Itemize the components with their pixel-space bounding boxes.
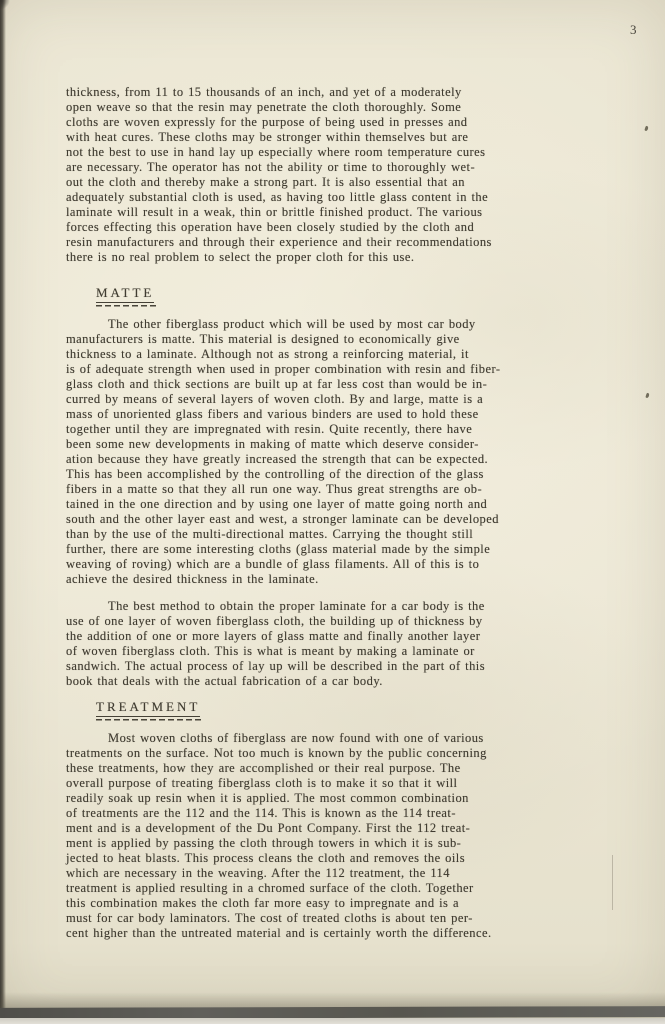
text-line: is of adequate strength when used in proper combination with resin and fiber- xyxy=(66,362,501,376)
text-line: ation because they have greatly increased the strength that can be expected. xyxy=(66,452,489,466)
text-line: the addition of one or more layers of glass matte and finally another layer xyxy=(66,629,481,643)
text-line: curred by means of several layers of woven cloth. By and large, matte is a xyxy=(66,392,484,406)
text-line: The other fiberglass product which will be used by most car body xyxy=(108,317,476,331)
text-line: book that deals with the actual fabrication of a car body. xyxy=(66,674,383,688)
text-line: laminate will result in a weak, thin or brittle finished product. The various xyxy=(66,205,483,219)
text-line: than by the use of the multi-directional mattes. Carrying the thought still xyxy=(66,527,474,541)
text-line: jected to heat blasts. This process cleans the cloth and removes the oils xyxy=(66,851,466,865)
page-number: 3 xyxy=(630,22,637,37)
text-line: thickness to a laminate. Although not as strong a reinforcing material, it xyxy=(66,347,469,361)
text-line: manufacturers is matte. This material is designed to economically give xyxy=(66,332,460,346)
text-line: tained in the one direction and by using one layer of matte going north and xyxy=(66,497,488,511)
text-line: are necessary. The operator has not the ability or time to thoroughly wet- xyxy=(66,160,476,174)
paragraph xyxy=(66,317,501,587)
text-line: readily soak up resin when it is applied. The most common combination xyxy=(66,791,469,805)
text-line: cloths are woven expressly for the purpose of being used in presses and xyxy=(66,115,468,129)
text-line: together until they are impregnated with resin. Quite recently, there have xyxy=(66,422,473,436)
text-line: resin manufacturers and through their experience and their recommendations xyxy=(66,235,492,249)
text-line: there is no real problem to select the proper cloth for this use. xyxy=(66,250,415,264)
text-line: treatments on the surface. Not too much is known by the public concerning xyxy=(66,746,487,760)
section-heading xyxy=(96,286,154,307)
text-line: adequately substantial cloth is used, as having too little glass content in the xyxy=(66,190,489,204)
scan-speck xyxy=(645,393,649,399)
text-line: of treatments are the 112 and the 114. This is known as the 114 treat- xyxy=(66,806,456,820)
text-line: glass cloth and thick sections are built up at far less cost than would be in- xyxy=(66,377,488,391)
text-line: sandwich. The actual process of lay up will be described in the part of this xyxy=(66,659,486,673)
text-line: which are necessary in the weaving. After the 112 treatment, the 114 xyxy=(66,866,450,880)
text-line: this combination makes the cloth far more easy to impregnate and is a xyxy=(66,896,459,910)
text-line: with heat cures. These cloths may be stronger within themselves but are xyxy=(66,130,469,144)
heading-dashed-underline xyxy=(96,305,157,307)
binding-edge xyxy=(0,0,6,1010)
section-heading xyxy=(96,700,200,721)
scan-scratch xyxy=(612,855,613,910)
text-line: weaving of roving) which are a bundle of glass filaments. All of this is to xyxy=(66,557,480,571)
text-line: not the best to use in hand lay up especially where room temperature cures xyxy=(66,145,486,159)
text-line: south and the other layer east and west, a stronger laminate can be developed xyxy=(66,512,499,526)
text-line: use of one layer of woven fiberglass cloth, the building up of thickness by xyxy=(66,614,483,628)
text-line: ment and is a development of the Du Pont Company. First the 112 treat- xyxy=(66,821,471,835)
text-line: open weave so that the resin may penetrate the cloth thoroughly. Some xyxy=(66,100,462,114)
text-line: ment is applied by passing the cloth through towers in which it is sub- xyxy=(66,836,462,850)
text-line: fibers in a matte so that they all run one way. Thus great strengths are ob- xyxy=(66,482,483,496)
text-line: Most woven cloths of fiberglass are now found with one of various xyxy=(108,731,484,745)
text-line: cent higher than the untreated material and is certainly worth the difference. xyxy=(66,926,492,940)
paragraph xyxy=(66,599,485,689)
text-line: must for car body laminators. The cost of treated cloths is about ten per- xyxy=(66,911,473,925)
text-line: overall purpose of treating fiberglass cloth is to make it so that it will xyxy=(66,776,458,790)
table-edge-band xyxy=(0,1006,665,1019)
section-heading-text: TREATMENT xyxy=(96,700,200,717)
heading-dashed-underline xyxy=(96,719,204,721)
text-line: mass of unoriented glass fibers and various binders are used to hold these xyxy=(66,407,479,421)
text-line: been some new developments in making of matte which deserve consider- xyxy=(66,437,479,451)
text-line: these treatments, how they are accomplished or their real purpose. The xyxy=(66,761,461,775)
undersheet-strip xyxy=(0,1018,665,1024)
text-line: achieve the desired thickness in the laminate. xyxy=(66,572,319,586)
scan-speck xyxy=(644,126,648,132)
text-line: out the cloth and thereby make a strong part. It is also essential that an xyxy=(66,175,465,189)
document-content xyxy=(66,85,626,953)
text-line: of woven fiberglass cloth. This is what is meant by making a laminate or xyxy=(66,644,475,658)
paragraph xyxy=(66,85,492,265)
text-line: further, there are some interesting cloths (glass material made by the simple xyxy=(66,542,491,556)
text-line: treatment is applied resulting in a chromed surface of the cloth. Together xyxy=(66,881,474,895)
section-heading-text: MATTE xyxy=(96,286,154,303)
text-line: This has been accomplished by the controlling of the direction of the glass xyxy=(66,467,484,481)
text-line: forces effecting this operation have been closely studied by the cloth and xyxy=(66,220,475,234)
text-line: The best method to obtain the proper laminate for a car body is the xyxy=(108,599,485,613)
paragraph xyxy=(66,731,492,941)
text-line: thickness, from 11 to 15 thousands of an inch, and yet of a moderately xyxy=(66,85,462,99)
